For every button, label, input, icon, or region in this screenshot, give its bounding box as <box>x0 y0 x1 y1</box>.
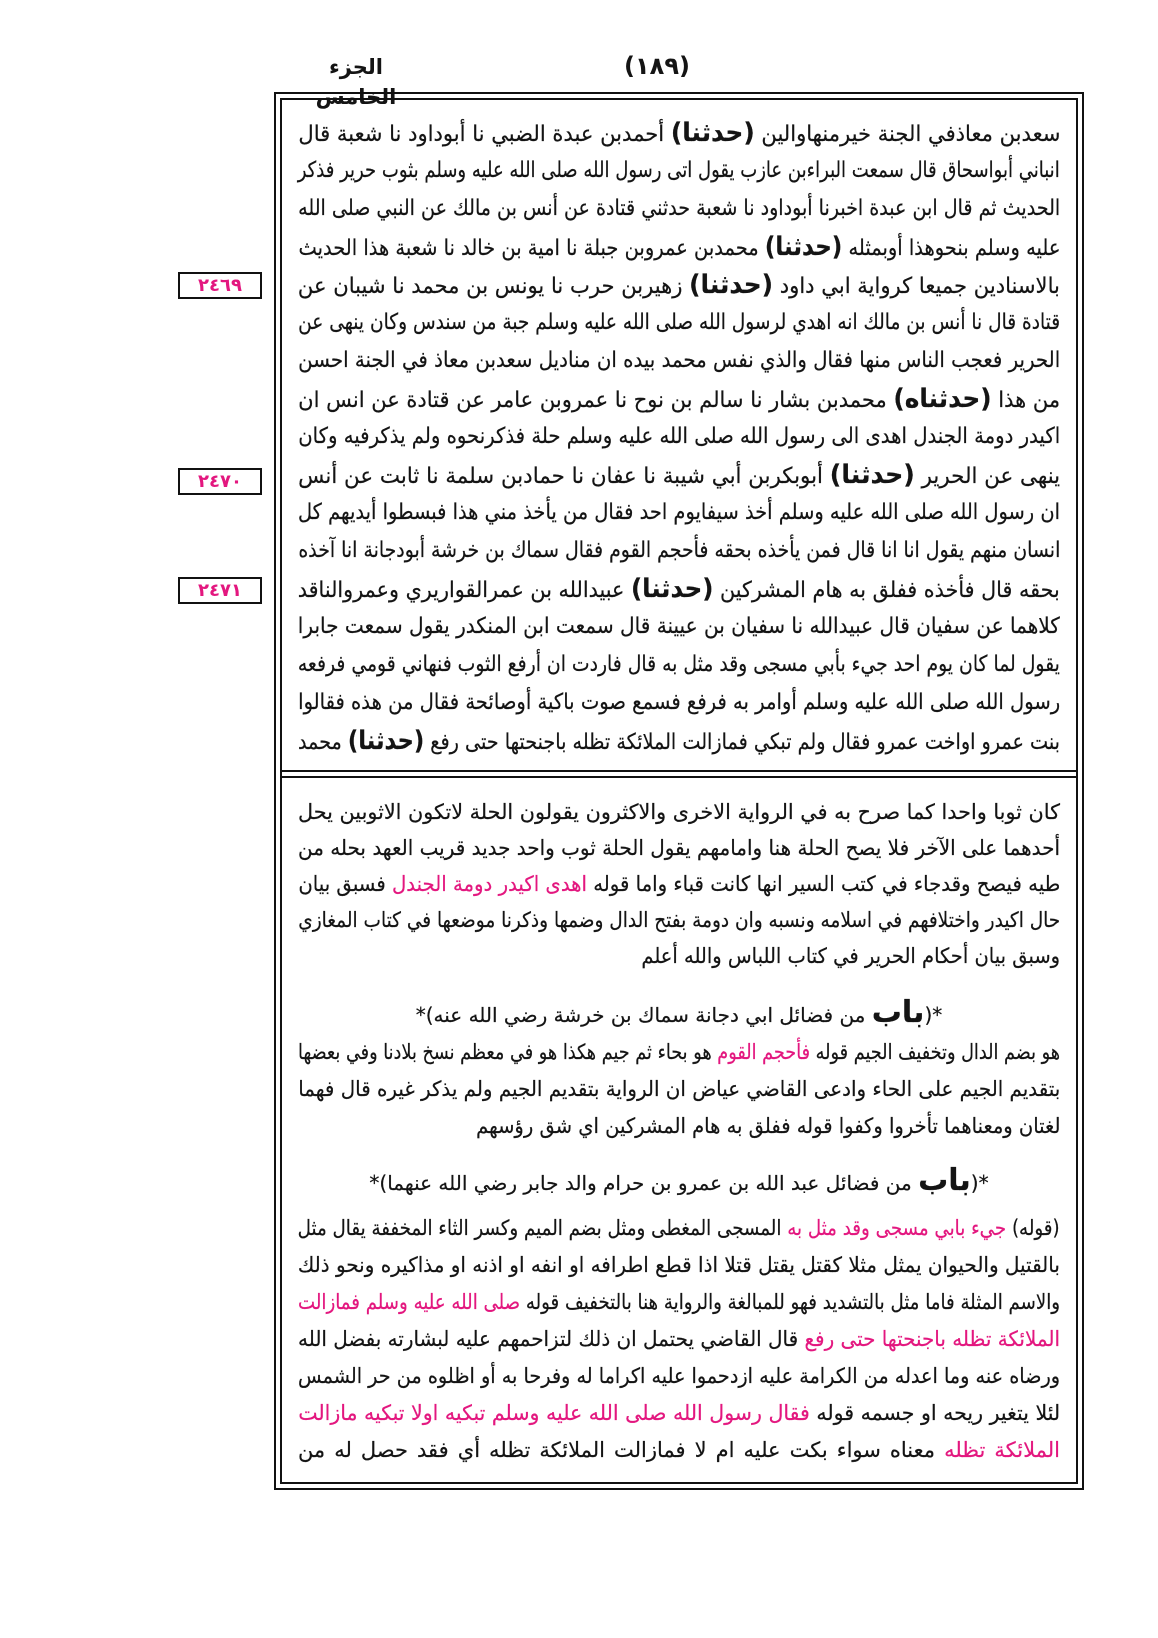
commentary-line-text <box>298 830 1060 866</box>
text-run: بالاسنادين جميعا كرواية ابي داود <box>773 274 1060 299</box>
isnad-marker: (حدثنا) <box>347 726 425 756</box>
matn-line <box>298 304 1060 342</box>
text-run: الحرير فعجب الناس منها فقال والذي نفس محمد بيده ان مناديل سعدبن معاذ في الجنة احسن <box>297 348 1060 373</box>
text-run: طيه فيصح وقدجاء في كتب السير انها كانت قباء واما قوله <box>586 872 1060 896</box>
text-run: ينهى عن الحرير <box>914 464 1060 489</box>
matn-line <box>298 456 1060 494</box>
text-run: كان ثوبا واحدا كما صرح به في الرواية الاخرى والاكثرون يقولون الحلة لاتكون الاثوبين يحل <box>298 800 1060 824</box>
isnad-marker: (حدثنا) <box>764 232 842 262</box>
text-run: (قوله) <box>1006 1216 1060 1240</box>
matn-line <box>298 532 1060 570</box>
text-run: والاسم المثلة فاما مثل بالتشديد فهو للمبالغة والرواية هنا بالتخفيف قوله <box>520 1290 1060 1314</box>
matn-line-text <box>298 114 1060 154</box>
matn-line <box>298 114 1060 152</box>
commentary-line-text <box>641 938 1060 974</box>
commentary-line-text <box>298 866 1060 902</box>
commentary-line <box>298 794 1060 830</box>
isnad-marker: (حدثنا) <box>829 460 915 490</box>
text-run: محمدبن عمروبن جبلة نا امية بن خالد نا شعبة هذا الحديث <box>298 236 765 261</box>
commentary-line-text <box>298 902 1060 938</box>
highlighted-quote: اهدى اكيدر دومة الجندل <box>391 872 587 896</box>
isnad-marker: (حدثنا) <box>689 270 774 300</box>
commentary-line <box>298 830 1060 866</box>
matn-line <box>298 570 1060 608</box>
text-run: معناه سواء بكت عليه ام لا فمازالت الملائكة تظله أي فقد حصل له من <box>297 1438 945 1462</box>
chapter-heading-text <box>416 993 943 1035</box>
page-frame-inner <box>280 98 1078 1484</box>
matn-line <box>298 722 1060 760</box>
commentary-line <box>298 1321 1060 1358</box>
commentary-lines <box>298 794 1060 974</box>
matn-line <box>298 684 1060 722</box>
matn-line-text <box>298 722 1060 762</box>
matn-line-text <box>298 152 1060 190</box>
chapter-heading-text <box>369 1161 988 1203</box>
matn-line <box>298 418 1060 456</box>
matn-line-text <box>298 228 1060 268</box>
highlighted-quote: الملائكة تظله <box>944 1438 1060 1462</box>
commentary-line <box>298 1284 1060 1321</box>
commentary-block <box>298 794 1060 974</box>
text-run: الحديث ثم قال ابن عبدة اخبرنا أبوداود نا شعبة حدثني قتادة عن أنس بن مالك عن النبي صلى الله <box>297 196 1060 221</box>
commentary-line <box>298 902 1060 938</box>
matn-section <box>282 100 1076 770</box>
hadith-number-box: ٢٤٧١ <box>178 577 262 604</box>
text-run: ورضاه عنه وما اعدله من الكرامة عليه ازدحموا عليه اكراما له وفرحا به أو اظلوه من حر الشمس <box>297 1364 1060 1388</box>
commentary-line-text <box>298 1321 1060 1358</box>
text-run: أحمدبن عبدة الضبي نا أبوداود نا شعبة قال <box>298 122 671 147</box>
text-run: انسان منهم يقول انا انا قال فمن يأخذه بحقه فأحجم القوم فقال سماك بن خرشة أبودجانة انا آخذه <box>298 538 1060 563</box>
highlighted-quote: صلى الله عليه وسلم فمازالت <box>298 1290 521 1314</box>
text-run: *( <box>970 1171 989 1195</box>
page-number: (١٨٩) <box>624 52 690 80</box>
text-run: حال اكيدر واختلافهم في اسلامه ونسبه وان دومة بفتح الدال وضمها وذكرنا موضعها في كتاب المغازي <box>297 908 1060 932</box>
text-run: لغتان ومعناهما تأخروا وكفوا قوله ففلق به هام المشركين اي شق رؤسهم <box>475 1114 1060 1138</box>
commentary-line-text <box>298 1395 1060 1432</box>
isnad-marker: (حدثناه) <box>893 384 992 414</box>
matn-line-text <box>298 266 1060 306</box>
matn-line-text <box>298 608 1060 646</box>
commentary-line-text <box>298 1432 1060 1469</box>
commentary-line-text <box>298 794 1060 830</box>
commentary-line-text <box>298 1247 1060 1284</box>
matn-line-text <box>298 646 1060 684</box>
matn-line <box>298 190 1060 228</box>
text-run: عليه وسلم بنحوهذا أوبمثله <box>841 236 1060 261</box>
commentary-line <box>298 1358 1060 1395</box>
commentary-line <box>298 1034 1060 1071</box>
text-run: بتقديم الجيم على الحاء وادعى القاضي عياض ان الرواية بتقديم الجيم ولم يذكر غيره قال فهما <box>297 1077 1060 1101</box>
text-run: رسول الله صلى الله عليه وسلم أوامر به فرفع فسمع صوت باكية أوصائحة فقال من هذه فقالوا <box>297 690 1060 715</box>
matn-line-text <box>298 190 1060 228</box>
highlighted-quote: الملائكة تظله باجنحتها حتى رفع <box>804 1327 1060 1351</box>
isnad-marker: (حدثنا) <box>631 574 714 604</box>
matn-line-text <box>298 532 1060 570</box>
commentary-lines <box>298 1210 1060 1469</box>
text-run: محمدبن بشار نا سالم بن نوح نا عمروبن عامر عن قتادة عن انس ان <box>298 388 894 413</box>
text-run: من فضائل عبد الله بن عمرو بن حرام والد جابر رضي الله عنهما)* <box>369 1171 919 1195</box>
matn-line <box>298 608 1060 646</box>
matn-line <box>298 152 1060 190</box>
matn-line-text <box>298 380 1060 420</box>
commentary-line-text <box>298 1358 1060 1395</box>
isnad-marker: (حدثنا) <box>670 118 755 148</box>
text-run: يقول لما كان يوم احد جيء بأبي مسجى وقد مثل به قال فاردت ان أرفع الثوب فنهاني قومي فرفعه <box>297 652 1060 677</box>
text-run: *( <box>924 1003 943 1027</box>
chapter-heading <box>298 993 1060 1033</box>
hadith-number-box: ٢٤٦٩ <box>178 272 262 299</box>
matn-line-text <box>298 570 1060 610</box>
text-run: أبوبكربن أبي شيبة نا عفان نا حمادبن سلمة نا ثابت عن أنس <box>297 464 830 489</box>
matn-line-text <box>298 456 1060 496</box>
highlighted-quote: فقال رسول الله صلى الله عليه وسلم تبكيه اولا تبكيه مازالت <box>298 1401 810 1425</box>
commentary-line <box>298 866 1060 902</box>
bab-word: باب <box>871 995 925 1030</box>
commentary-line-text <box>298 1210 1060 1247</box>
highlighted-quote: فأحجم القوم <box>717 1040 811 1064</box>
matn-line <box>298 494 1060 532</box>
matn-line <box>298 646 1060 684</box>
matn-line-text <box>298 418 1060 456</box>
commentary-line <box>298 1432 1060 1469</box>
text-run: ان رسول الله صلى الله عليه وسلم أخذ سيفايوم احد فقال من يأخذ مني هذا فبسطوا أيديهم كل <box>297 500 1060 525</box>
commentary-block <box>298 1161 1060 1469</box>
bab-word: باب <box>918 1163 971 1198</box>
commentary-line <box>298 938 1060 974</box>
commentary-line-text <box>298 1034 1060 1071</box>
matn-line-text <box>298 684 1060 722</box>
commentary-line <box>298 1071 1060 1108</box>
page-frame <box>274 92 1084 1490</box>
text-run: قال القاضي يحتمل ان ذلك لتزاحمهم عليه لبشارته بفضل الله <box>298 1327 805 1351</box>
volume-title: الجزء الخامس <box>315 55 397 109</box>
text-run: هو بضم الدال وتخفيف الجيم قوله <box>810 1040 1060 1064</box>
text-run: وسبق بيان أحكام الحرير في كتاب اللباس والله أعلم <box>641 944 1060 968</box>
matn-line-text <box>298 494 1060 532</box>
text-run: المسجى المغطى ومثل بضم الميم وكسر الثاء المخففة يقال مثل <box>298 1216 788 1240</box>
matn-line-text <box>298 304 1060 342</box>
text-run: من فضائل ابي دجانة سماك بن خرشة رضي الله عنه)* <box>415 1003 872 1027</box>
commentary-line-text <box>298 1284 1060 1321</box>
text-run: كلاهما عن سفيان قال عبيدالله نا سفيان بن عيينة قال سمعت ابن المنكدر يقول سمعت جابرا <box>298 614 1060 639</box>
commentary-line <box>298 1395 1060 1432</box>
matn-line <box>298 342 1060 380</box>
text-run: سعدبن معاذفي الجنة خيرمنهاوالين <box>754 122 1060 147</box>
commentary-line-text <box>298 1071 1060 1108</box>
matn-line <box>298 380 1060 418</box>
commentary-line <box>298 1210 1060 1247</box>
text-run: لئلا يتغير ريحه او جسمه قوله <box>809 1401 1060 1425</box>
matn-line <box>298 266 1060 304</box>
text-run: زهيربن حرب نا يونس بن محمد نا شيبان عن <box>298 274 690 299</box>
text-run: فسبق بيان <box>298 872 392 896</box>
sharh-section <box>282 778 1076 1469</box>
text-run: أحدهما على الآخر فلا يصح الحلة هنا وامامهم يقول الحلة ثوب واحد جديد قريب العهد بحله من <box>297 836 1060 860</box>
commentary-line <box>298 1247 1060 1284</box>
matn-line-text <box>298 342 1060 380</box>
text-run: بالقتيل والحيوان يمثل مثلا كقتل يقتل قتلا اذا قطع اطرافه او انفه او اذنه او مذاكيره ونحو ذلك <box>297 1253 1060 1277</box>
text-run: من هذا <box>991 388 1060 413</box>
hadith-number-box: ٢٤٧٠ <box>178 468 262 495</box>
section-divider <box>282 770 1076 778</box>
text-run: محمد <box>297 730 348 755</box>
text-run: قتادة قال نا أنس بن مالك انه اهدي لرسول الله صلى الله عليه وسلم جبة من سندس وكان ينهى عن <box>298 310 1060 335</box>
highlighted-quote: جيء بابي مسجى وقد مثل به <box>787 1216 1007 1240</box>
text-run: بحقه قال فأخذه ففلق به هام المشركين <box>713 578 1060 603</box>
commentary-block <box>298 993 1060 1145</box>
chapter-heading <box>298 1161 1060 1201</box>
text-run: هو بحاء ثم جيم هكذا هو في معظم نسخ بلادنا وفي بعضها <box>298 1040 718 1064</box>
text-run: انباني أبواسحاق قال سمعت البراءبن عازب يقول اتى رسول الله صلى الله عليه وسلم بثوب حرير فذكر <box>298 158 1060 183</box>
commentary-line <box>298 1108 1060 1145</box>
text-run: بنت عمرو اواخت عمرو فقال ولم تبكي فمازالت الملائكة تظله باجنحتها حتى رفع <box>424 730 1060 755</box>
commentary-line-text <box>476 1108 1060 1145</box>
commentary-lines <box>298 1034 1060 1145</box>
text-run: عبيدالله بن عمرالقواريري وعمروالناقد <box>297 578 632 603</box>
text-run: اكيدر دومة الجندل اهدى الى رسول الله صلى الله عليه وسلم حلة فذكرنحوه ولم يذكرفيه وكان <box>298 424 1060 449</box>
matn-line <box>298 228 1060 266</box>
